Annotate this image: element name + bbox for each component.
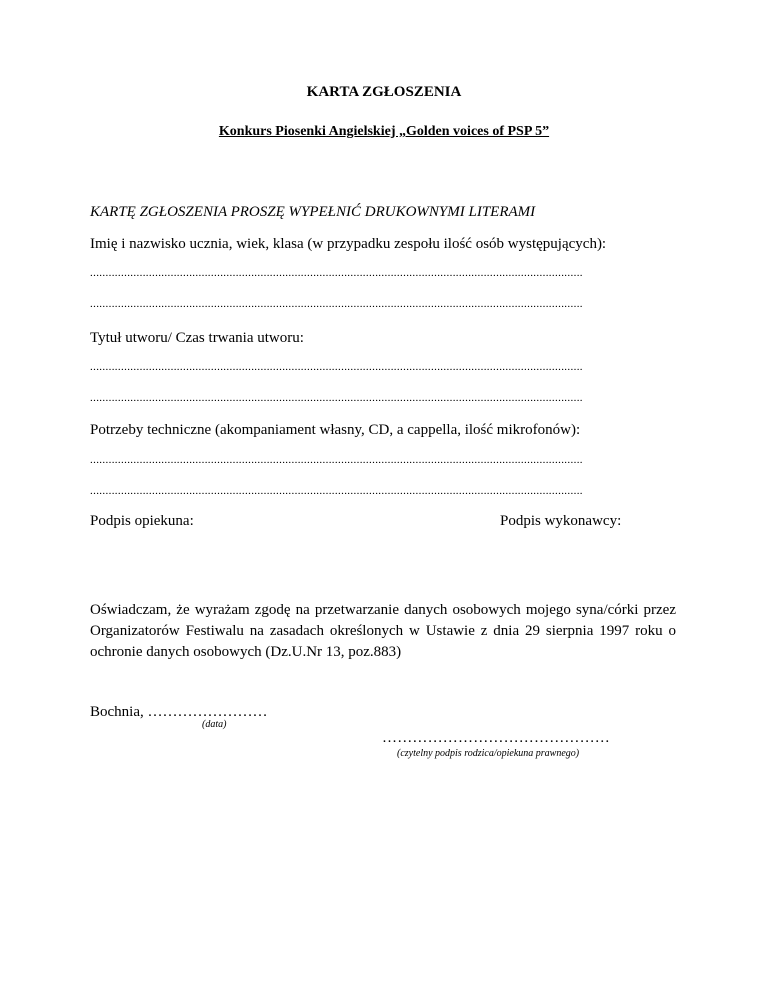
parent-signature-caption: (czytelny podpis rodzica/opiekuna prawnego) <box>397 748 580 759</box>
student-info-label: Imię i nazwisko ucznia, wiek, klasa (w przypadku zespołu ilość osób występujących): <box>90 236 607 252</box>
fill-instruction: KARTĘ ZGŁOSZENIA PROSZĘ WYPEŁNIĆ DRUKOWNYMI LITERAMI <box>90 204 536 220</box>
tech-needs-line-2[interactable]: ............................................................................................................................................................... <box>90 485 583 497</box>
tech-needs-line-1[interactable]: ............................................................................................................................................................... <box>90 454 583 466</box>
page-title: KARTA ZGŁOSZENIA <box>306 84 462 100</box>
date-caption: (data) <box>202 719 227 730</box>
tech-needs-label: Potrzeby techniczne (akompaniament własny, CD, a cappella, ilość mikrofonów): <box>90 422 581 438</box>
consent-statement: Oświadczam, że wyrażam zgodę na przetwarzanie danych osobowych mojego syna/córki przez Organizatorów Festiwalu na zasadach określonych w Ustawie z dnia 29 sierpnia 1997 roku o ochronie danych osobowych (Dz.U.Nr 13, poz.883) <box>90 602 676 660</box>
song-title-label: Tytuł utworu/ Czas trwania utworu: <box>90 330 304 346</box>
guardian-signature-label: Podpis opiekuna: <box>90 513 194 529</box>
performer-signature-label: Podpis wykonawcy: <box>500 513 622 529</box>
song-title-line-2[interactable]: ............................................................................................................................................................... <box>90 392 583 404</box>
contest-name: Konkurs Piosenki Angielskiej „Golden voices of PSP 5” <box>218 124 550 139</box>
place-date-line[interactable]: Bochnia, …………………… <box>90 704 268 720</box>
student-info-line-2[interactable]: ............................................................................................................................................................... <box>90 298 583 310</box>
song-title-line-1[interactable]: ............................................................................................................................................................... <box>90 361 583 373</box>
parent-signature-line[interactable]: ……………………………………… <box>382 730 610 746</box>
student-info-line-1[interactable]: ............................................................................................................................................................... <box>90 267 583 279</box>
